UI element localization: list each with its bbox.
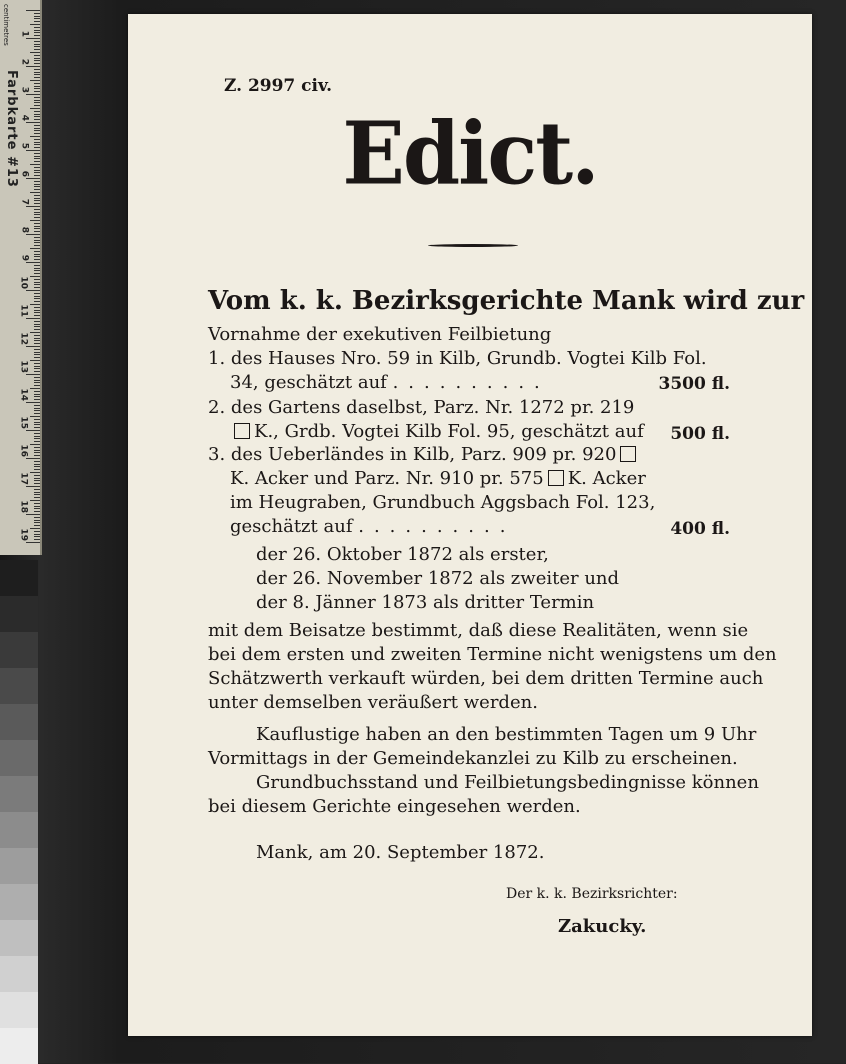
ruler-tick bbox=[34, 433, 40, 434]
ruler-tick bbox=[34, 371, 40, 372]
ruler-tick bbox=[34, 293, 40, 294]
ruler-tick bbox=[34, 128, 40, 129]
ruler-tick bbox=[34, 461, 40, 462]
ruler-tick bbox=[34, 58, 40, 59]
ruler-tick bbox=[34, 298, 40, 299]
ruler-tick bbox=[34, 195, 40, 196]
ruler-tick bbox=[34, 147, 40, 148]
ruler-tick bbox=[30, 444, 40, 445]
ruler-tick bbox=[34, 391, 40, 392]
ruler-tick bbox=[34, 352, 40, 353]
ruler-tick bbox=[34, 405, 40, 406]
ruler-tick bbox=[34, 349, 40, 350]
ruler-tick bbox=[34, 161, 40, 162]
ruler-tick bbox=[34, 86, 40, 87]
ruler-tick bbox=[34, 41, 40, 42]
body-line-8: bei diesem Gerichte eingesehen werden. bbox=[208, 796, 581, 817]
ruler-tick bbox=[26, 38, 40, 39]
ruler-tick bbox=[34, 203, 40, 204]
ruler-number: 19 bbox=[19, 528, 29, 541]
ruler-tick bbox=[34, 296, 40, 297]
term-3: der 8. Jänner 1873 als dritter Termin bbox=[256, 592, 595, 613]
ruler-tick bbox=[26, 346, 40, 347]
ruler-tick bbox=[26, 122, 40, 123]
ruler-tick bbox=[34, 125, 40, 126]
ruler-tick bbox=[34, 536, 40, 537]
ruler-tick bbox=[34, 520, 40, 521]
ruler-tick bbox=[34, 324, 40, 325]
ruler-tick bbox=[34, 139, 40, 140]
ruler-tick bbox=[34, 357, 40, 358]
ruler-tick bbox=[34, 35, 40, 36]
ruler-tick bbox=[34, 343, 40, 344]
ruler-tick bbox=[34, 130, 40, 131]
ruler-tick bbox=[34, 60, 40, 61]
ruler-tick bbox=[34, 284, 40, 285]
body-line-7: Grundbuchsstand und Feilbietungsbedingnisse können bbox=[256, 772, 759, 793]
item-3-price: 400 fl. bbox=[670, 519, 730, 539]
ruler-tick bbox=[34, 438, 40, 439]
ruler-tick bbox=[34, 32, 40, 33]
ruler-tick bbox=[26, 458, 40, 459]
ruler-tick bbox=[34, 69, 40, 70]
ruler-tick bbox=[34, 175, 40, 176]
ruler-tick bbox=[34, 354, 40, 355]
document-title: Edict. bbox=[342, 103, 598, 205]
ruler-tick bbox=[34, 368, 40, 369]
ruler-tick bbox=[34, 385, 40, 386]
ruler-tick bbox=[34, 102, 40, 103]
ruler-number: 18 bbox=[19, 500, 29, 513]
ruler-tick bbox=[26, 66, 40, 67]
ruler-tick bbox=[34, 181, 40, 182]
item-3-line-1 bbox=[208, 444, 640, 465]
measuring-ruler bbox=[0, 0, 42, 555]
ruler-tick bbox=[34, 377, 40, 378]
ruler-tick bbox=[34, 237, 40, 238]
ruler-tick bbox=[34, 186, 40, 187]
ruler-tick bbox=[34, 170, 40, 171]
ruler-tick bbox=[34, 340, 40, 341]
item-3-text-2a: K. Acker und Parz. Nr. 910 pr. 575 bbox=[230, 468, 544, 489]
item-1-price: 3500 fl. bbox=[658, 374, 730, 394]
ruler-tick bbox=[26, 402, 40, 403]
ruler-number: 4 bbox=[19, 114, 29, 121]
ruler-tick bbox=[34, 408, 40, 409]
ruler-tick bbox=[34, 363, 40, 364]
ruler-tick bbox=[30, 472, 40, 473]
ruler-tick bbox=[34, 422, 40, 423]
ruler-tick bbox=[34, 447, 40, 448]
ruler-tick bbox=[26, 290, 40, 291]
ruler-tick bbox=[34, 198, 40, 199]
ruler-tick bbox=[34, 46, 40, 47]
ruler-tick bbox=[34, 427, 40, 428]
item-1-line-1: 1. des Hauses Nro. 59 in Kilb, Grundb. Vogtei Kilb Fol. bbox=[208, 348, 707, 369]
ruler-tick bbox=[34, 240, 40, 241]
ruler-tick bbox=[34, 494, 40, 495]
ruler-tick bbox=[34, 326, 40, 327]
ruler-tick bbox=[30, 164, 40, 165]
item-3-dots: .......... bbox=[358, 516, 516, 537]
ruler-tick bbox=[34, 119, 40, 120]
ruler-tick bbox=[34, 100, 40, 101]
ruler-tick bbox=[34, 114, 40, 115]
ruler-tick bbox=[34, 228, 40, 229]
ruler-tick bbox=[34, 424, 40, 425]
item-3-text-1: 3. des Ueberländes in Kilb, Parz. 909 pr. 920 bbox=[208, 444, 617, 465]
ruler-tick bbox=[34, 534, 40, 535]
ruler-tick bbox=[26, 318, 40, 319]
signature-name: Zakucky. bbox=[558, 916, 647, 937]
ruler-tick bbox=[34, 254, 40, 255]
ruler-tick bbox=[34, 270, 40, 271]
ruler-brand: Farbkarte #13 bbox=[4, 70, 19, 188]
title-divider bbox=[428, 244, 518, 247]
ruler-tick bbox=[34, 116, 40, 117]
body-line-4: unter demselben veräußert werden. bbox=[208, 692, 538, 713]
ruler-tick bbox=[34, 83, 40, 84]
ruler-tick bbox=[34, 256, 40, 257]
ruler-tick bbox=[34, 231, 40, 232]
ruler-tick bbox=[34, 508, 40, 509]
ruler-tick bbox=[34, 273, 40, 274]
ruler-tick bbox=[34, 30, 40, 31]
ruler-tick bbox=[34, 63, 40, 64]
ruler-tick bbox=[34, 189, 40, 190]
ruler-tick bbox=[34, 301, 40, 302]
ruler-tick bbox=[26, 94, 40, 95]
ruler-tick bbox=[34, 455, 40, 456]
body-line-5: Kauflustige haben an den bestimmten Tagen um 9 Uhr bbox=[256, 724, 757, 745]
item-1-text: 34, geschätzt auf bbox=[230, 372, 387, 393]
ruler-tick bbox=[34, 525, 40, 526]
ruler-tick bbox=[34, 167, 40, 168]
ruler-tick bbox=[34, 511, 40, 512]
ruler-tick bbox=[34, 142, 40, 143]
ruler-tick bbox=[34, 251, 40, 252]
ruler-tick bbox=[30, 192, 40, 193]
item-2-line-1: 2. des Gartens daselbst, Parz. Nr. 1272 pr. 219 bbox=[208, 397, 635, 418]
ruler-tick bbox=[26, 542, 40, 543]
ruler-tick bbox=[30, 332, 40, 333]
ruler-tick bbox=[30, 304, 40, 305]
ruler-tick bbox=[34, 209, 40, 210]
ruler-tick bbox=[34, 475, 40, 476]
item-3-text-4: geschätzt auf bbox=[230, 516, 353, 537]
ruler-number: 13 bbox=[19, 360, 29, 373]
ruler-tick bbox=[30, 80, 40, 81]
ruler-tick bbox=[34, 517, 40, 518]
ruler-tick bbox=[34, 450, 40, 451]
ruler-tick bbox=[34, 312, 40, 313]
body-line-3: Schätzwerth verkauft würden, bei dem dritten Termine auch bbox=[208, 668, 764, 689]
ruler-tick bbox=[30, 416, 40, 417]
ruler-tick bbox=[34, 396, 40, 397]
ruler-tick bbox=[34, 480, 40, 481]
ruler-tick bbox=[34, 539, 40, 540]
intro-line-2: Vornahme der exekutiven Feilbietung bbox=[208, 324, 552, 345]
ruler-tick bbox=[34, 382, 40, 383]
ruler-tick bbox=[34, 338, 40, 339]
ruler-number: 8 bbox=[19, 226, 29, 233]
ruler-tick bbox=[30, 500, 40, 501]
ruler-tick bbox=[34, 279, 40, 280]
place-and-date: Mank, am 20. September 1872. bbox=[256, 842, 545, 863]
square-symbol bbox=[234, 423, 250, 439]
ruler-number: 1 bbox=[19, 30, 29, 37]
ruler-tick bbox=[34, 469, 40, 470]
ruler-tick bbox=[34, 18, 40, 19]
square-symbol bbox=[548, 470, 564, 486]
ruler-tick bbox=[34, 315, 40, 316]
ruler-tick bbox=[30, 136, 40, 137]
ruler-tick bbox=[26, 486, 40, 487]
ruler-unit: centimetres bbox=[2, 4, 10, 46]
intro-line-1: Vom k. k. Bezirksgerichte Mank wird zur bbox=[208, 286, 805, 316]
ruler-tick bbox=[30, 108, 40, 109]
ruler-number: 6 bbox=[19, 170, 29, 177]
item-3-text-2b: K. Acker bbox=[567, 468, 646, 489]
signature-title: Der k. k. Bezirksrichter: bbox=[506, 886, 678, 902]
ruler-number: 2 bbox=[19, 58, 29, 65]
ruler-number: 7 bbox=[19, 198, 29, 205]
ruler-tick bbox=[34, 492, 40, 493]
ruler-tick bbox=[34, 441, 40, 442]
ruler-tick bbox=[34, 410, 40, 411]
ruler-tick bbox=[34, 466, 40, 467]
ruler-tick bbox=[34, 380, 40, 381]
ruler-tick bbox=[34, 478, 40, 479]
ruler-tick bbox=[34, 242, 40, 243]
ruler-tick bbox=[34, 184, 40, 185]
ruler-tick bbox=[34, 366, 40, 367]
ruler-tick bbox=[34, 217, 40, 218]
ruler-tick bbox=[30, 24, 40, 25]
ruler-tick bbox=[30, 276, 40, 277]
ruler-tick bbox=[34, 287, 40, 288]
ruler-tick bbox=[34, 419, 40, 420]
ruler-tick bbox=[34, 394, 40, 395]
body-line-1: mit dem Beisatze bestimmt, daß diese Realitäten, wenn sie bbox=[208, 620, 749, 641]
ruler-tick bbox=[34, 335, 40, 336]
ruler-number: 17 bbox=[19, 472, 29, 485]
item-2-line-2 bbox=[230, 421, 644, 442]
item-1-dots: .......... bbox=[392, 372, 550, 393]
ruler-tick bbox=[34, 268, 40, 269]
ruler-tick bbox=[34, 97, 40, 98]
ruler-tick bbox=[34, 245, 40, 246]
ruler-tick bbox=[34, 158, 40, 159]
ruler-tick bbox=[34, 111, 40, 112]
edict-document bbox=[128, 14, 812, 1036]
ruler-number: 11 bbox=[19, 304, 29, 317]
ruler-tick bbox=[34, 522, 40, 523]
ruler-tick bbox=[30, 248, 40, 249]
ruler-tick bbox=[26, 178, 40, 179]
ruler-tick bbox=[34, 497, 40, 498]
ruler-tick bbox=[34, 452, 40, 453]
item-3-line-2 bbox=[230, 468, 646, 489]
ruler-tick bbox=[34, 321, 40, 322]
ruler-tick bbox=[34, 74, 40, 75]
ruler-number: 3 bbox=[19, 86, 29, 93]
ruler-tick bbox=[34, 44, 40, 45]
ruler-number: 12 bbox=[19, 332, 29, 345]
ruler-tick bbox=[34, 91, 40, 92]
ruler-tick bbox=[34, 259, 40, 260]
term-1: der 26. Oktober 1872 als erster, bbox=[256, 544, 549, 565]
ruler-number: 16 bbox=[19, 444, 29, 457]
ruler-tick bbox=[30, 360, 40, 361]
ruler-tick bbox=[34, 72, 40, 73]
ruler-tick bbox=[34, 329, 40, 330]
ruler-tick bbox=[34, 172, 40, 173]
ruler-tick bbox=[30, 52, 40, 53]
ruler-tick bbox=[34, 16, 40, 17]
item-2-text: K., Grdb. Vogtei Kilb Fol. 95, geschätzt auf bbox=[254, 421, 644, 442]
ruler-tick bbox=[34, 310, 40, 311]
ruler-tick bbox=[26, 430, 40, 431]
ruler-tick bbox=[34, 436, 40, 437]
ruler-tick bbox=[34, 13, 40, 14]
ruler-tick bbox=[34, 464, 40, 465]
ruler-tick bbox=[30, 388, 40, 389]
ruler-tick bbox=[34, 200, 40, 201]
item-1-line-2 bbox=[230, 372, 550, 393]
ruler-number: 5 bbox=[19, 142, 29, 149]
ruler-tick bbox=[34, 282, 40, 283]
ruler-number: 15 bbox=[19, 416, 29, 429]
ruler-number: 10 bbox=[19, 276, 29, 289]
ruler-tick bbox=[34, 153, 40, 154]
ruler-tick bbox=[26, 206, 40, 207]
ruler-tick bbox=[34, 156, 40, 157]
ruler-tick bbox=[34, 506, 40, 507]
body-line-2: bei dem ersten und zweiten Termine nicht wenigstens um den bbox=[208, 644, 777, 665]
ruler-tick bbox=[34, 49, 40, 50]
ruler-tick bbox=[26, 514, 40, 515]
ruler-tick bbox=[26, 374, 40, 375]
ruler-tick bbox=[26, 10, 40, 11]
ruler-tick bbox=[26, 234, 40, 235]
ruler-tick bbox=[34, 223, 40, 224]
ruler-number: 14 bbox=[19, 388, 29, 401]
ruler-tick bbox=[34, 503, 40, 504]
ruler-tick bbox=[34, 144, 40, 145]
ruler-tick bbox=[26, 150, 40, 151]
square-symbol bbox=[620, 446, 636, 462]
ruler-tick bbox=[34, 214, 40, 215]
item-2-price: 500 fl. bbox=[670, 424, 730, 444]
ruler-tick bbox=[34, 212, 40, 213]
gray-scale-strip bbox=[0, 560, 38, 1063]
ruler-tick bbox=[34, 55, 40, 56]
ruler-tick bbox=[34, 27, 40, 28]
term-2: der 26. November 1872 als zweiter und bbox=[256, 568, 620, 589]
ruler-tick bbox=[26, 262, 40, 263]
ruler-tick bbox=[34, 133, 40, 134]
ruler-tick bbox=[34, 105, 40, 106]
item-3-line-4 bbox=[230, 516, 515, 537]
ruler-tick bbox=[34, 399, 40, 400]
body-line-6: Vormittags in der Gemeindekanzlei zu Kilb zu erscheinen. bbox=[208, 748, 738, 769]
ruler-tick bbox=[34, 489, 40, 490]
ruler-tick bbox=[34, 531, 40, 532]
item-3-line-3: im Heugraben, Grundbuch Aggsbach Fol. 123, bbox=[230, 492, 656, 513]
ruler-tick bbox=[34, 265, 40, 266]
ruler-tick bbox=[30, 528, 40, 529]
ruler-tick bbox=[34, 307, 40, 308]
ruler-number: 9 bbox=[19, 254, 29, 261]
reference-number: Z. 2997 civ. bbox=[224, 76, 333, 96]
ruler-tick bbox=[34, 226, 40, 227]
ruler-tick bbox=[34, 21, 40, 22]
ruler-tick bbox=[34, 413, 40, 414]
ruler-tick bbox=[34, 88, 40, 89]
ruler-tick bbox=[30, 220, 40, 221]
ruler-tick bbox=[34, 483, 40, 484]
ruler-tick bbox=[34, 77, 40, 78]
